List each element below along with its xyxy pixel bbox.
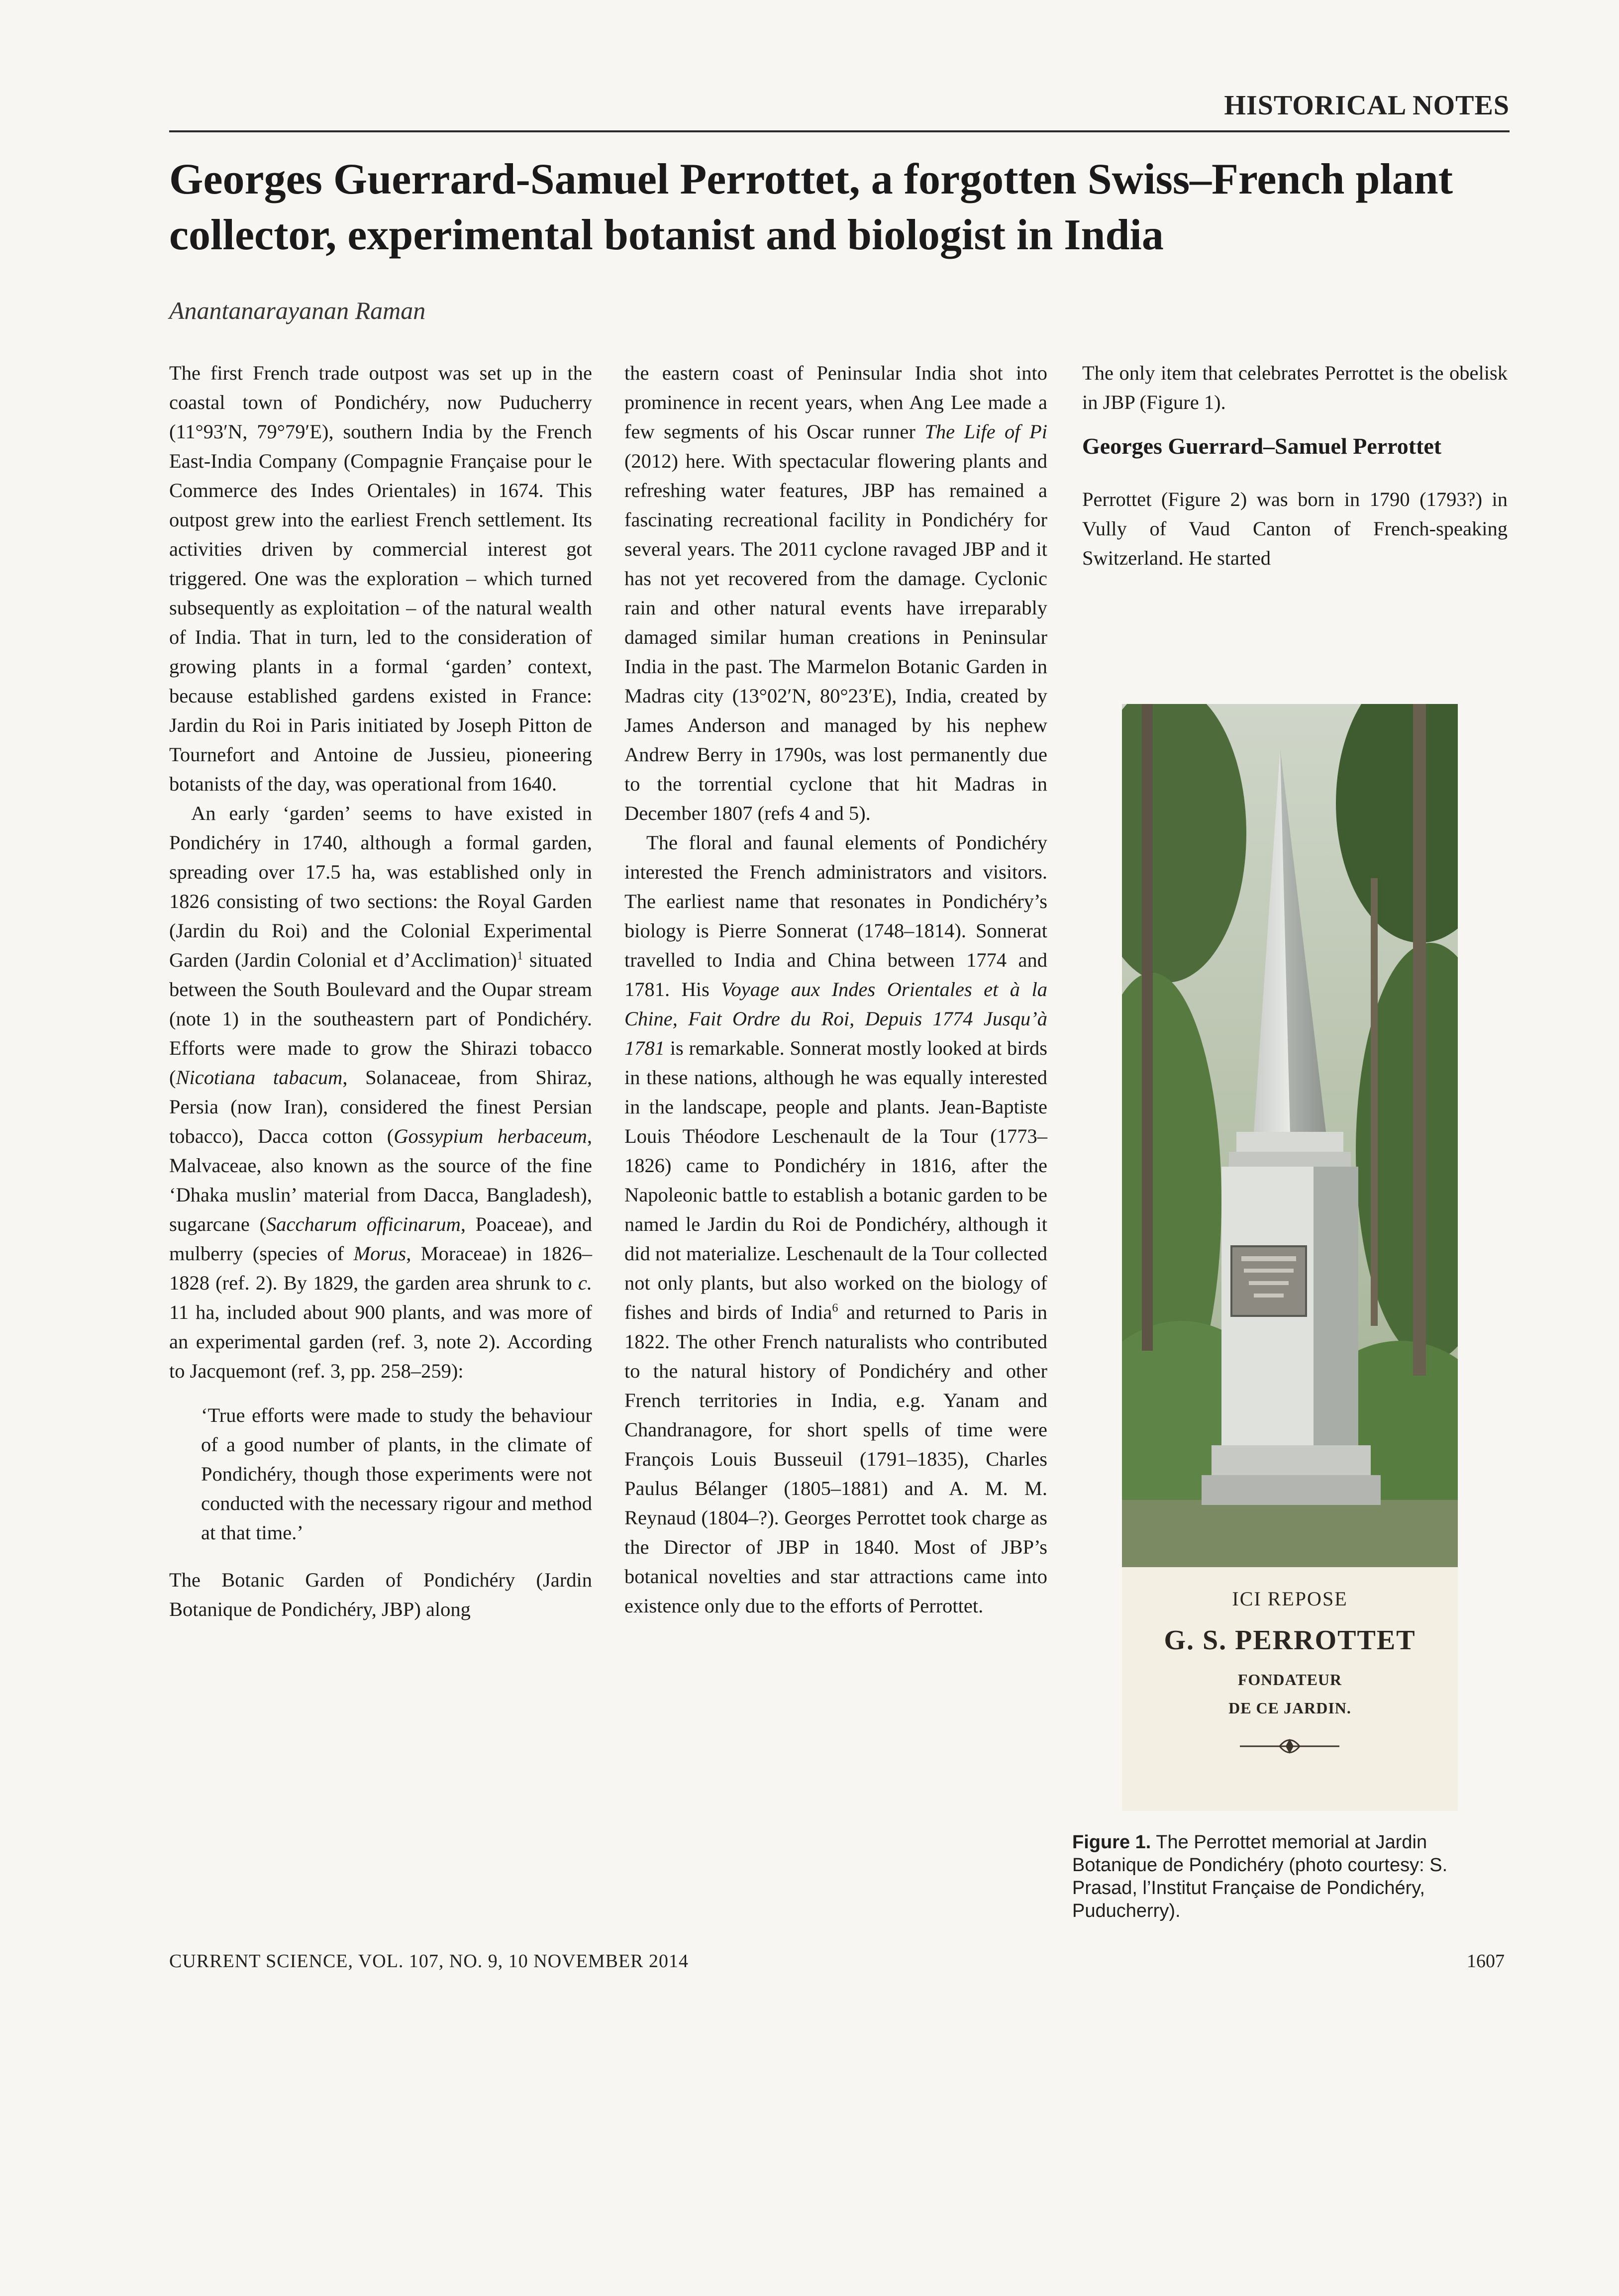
paragraph: The only item that celebrates Perrottet is the obelisk in JBP (Figure 1).	[1082, 362, 1508, 413]
inscription-line: G. S. PERROTTET	[1164, 1625, 1416, 1656]
paragraph: The first French trade outpost was set up in the coastal town of Pondichéry, now Puducherry (11°93′N, 79°79′E), southern India by the French East-India Company (Compagnie Française pour le Commerce des Indes Orientales) in 1674. This outpost grew into the earliest French settlement. Its activities driven by commercial interest got triggered. One was the exploration – which turned subsequently as exploitation – of the natural wealth of India. That in turn, led to the consideration of growing plants in a formal ‘garden’ context, because established gardens existed in France: Jardin du Roi in Paris initiated by Joseph Pitton de Tournefort and Antoine de Jussieu, pioneering botanists of the day, was operational from 1640.	[169, 362, 592, 795]
header-rule	[169, 130, 1510, 132]
ornament-icon	[1240, 1731, 1339, 1761]
paragraph: The floral and faunal elements of Pondichéry interested the French administrators and visitors. The earliest name that resonates in Pondichéry’s biology is Pierre Sonnerat (1748–1814). Sonnerat travelled to India and China between 1774 and 1781. His Voyage aux Indes Orientales et à la Chine, Fait Ordre du Roi, Depuis 1774 Jusqu’à 1781 is remarkable. Sonnerat mostly looked at birds in these nations, although he was equally interested in the landscape, people and plants. Jean-Baptiste Louis Théodore Leschenault de la Tour (1773–1826) came to Pondichéry in 1816, after the Napoleonic battle to establish a botanic garden to be named le Jardin du Roi de Pondichéry, although it did not materialize. Leschenault de la Tour collected not only plants, but also worked on the biology of fishes and birds of India$^6$ and returned to Paris in 1822. The other French naturalists who contributed to the natural history of Pondichéry and other French territories in India, e.g. Yanam and Chandranagore, for short spells of time were François Louis Busseuil (1791–1835), Charles Paulus Bélanger (1805–1881) and A. M. M. Reynaud (1804–?). Georges Perrottet took charge as the Director of JBP in 1840. Most of JBP’s botanical novelties and star attractions came into existence only due to the efforts of Perrottet.	[624, 831, 1047, 1617]
inscription-line: ICI REPOSE	[1232, 1588, 1348, 1610]
article-title: Georges Guerrard-Samuel Perrottet, a forgotten Swiss–French plant collector, experimental botanist and biologist in India	[169, 155, 1453, 259]
inscription-line: DE CE JARDIN.	[1228, 1699, 1351, 1717]
column-1	[169, 358, 592, 1624]
paragraph: the eastern coast of Peninsular India shot into prominence in recent years, when Ang Lee made a few segments of his Oscar runner The Life of Pi (2012) here. With spectacular flowering plants and refreshing water features, JBP has remained a fascinating recreational facility in Pondichéry for several years. The 2011 cyclone ravaged JBP and it has not yet recovered from the damage. Cyclonic rain and other natural events have irreparably damaged similar human creations in Peninsular India in the past. The Marmelon Botanic Garden in Madras city (13°02′N, 80°23′E), India, created by James Anderson and managed by his nephew Andrew Berry in 1790s, was lost permanently due to the torrential cyclone that hit Madras in December 1807 (refs 4 and 5).	[624, 362, 1047, 824]
caption-label: Figure 1.	[1072, 1832, 1151, 1853]
figure-1	[1122, 704, 1458, 1811]
journal-citation: CURRENT SCIENCE, VOL. 107, NO. 9, 10 NOVEMBER 2014	[169, 1951, 689, 1972]
section-heading: Georges Guerrard–Samuel Perrottet	[1082, 433, 1442, 459]
figure-caption	[1072, 1831, 1505, 1922]
memorial-inscription	[1122, 1567, 1458, 1811]
paragraph: Perrottet (Figure 2) was born in 1790 (1793?) in Vully of Vaud Canton of French-speaking Switzerland. He started	[1082, 488, 1508, 569]
paragraph: An early ‘garden’ seems to have existed in Pondichéry in 1740, although a formal garden, spreading over 17.5 ha, was established only in 1826 consisting of two sections: the Royal Garden (Jardin du Roi) and the Colonial Experimental Garden (Jardin Colonial et d’Acclimation)$^1$ situated between the South Boulevard and the Oupar stream (note 1) in the southeastern part of Pondichéry. Efforts were made to grow the Shirazi tobacco (Nicotiana tabacum, Solanaceae, from Shiraz, Persia (now Iran), considered the finest Persian tobacco), Dacca cotton (Gossypium herbaceum, Malvaceae, also known as the source of the fine ‘Dhaka muslin’ material from Dacca, Bangladesh), sugarcane (Saccharum officinarum, Poaceae), and mulberry (species of Morus, Moraceae) in 1826–1828 (ref. 2). By 1829, the garden area shrunk to c. 11 ha, included about 900 plants, and was more of an experimental garden (ref. 3, note 2). According to Jacquemont (ref. 3, pp. 258–259):	[169, 802, 592, 1382]
column-2	[624, 358, 1047, 1620]
caption-text: The Perrottet memorial at Jardin Botanique de Pondichéry (photo courtesy: S. Prasad, l’Institut Française de Pondichéry, Puducherry).	[1072, 1832, 1448, 1921]
column-3	[1082, 358, 1508, 573]
article-author: Anantanarayanan Raman	[169, 297, 426, 324]
obelisk-photo	[1122, 704, 1458, 1567]
paragraph: The Botanic Garden of Pondichéry (Jardin Botanique de Pondichéry, JBP) along	[169, 1569, 592, 1620]
section-label: HISTORICAL NOTES	[1224, 90, 1510, 121]
block-quote	[201, 1400, 592, 1547]
obelisk-image	[1122, 704, 1458, 1567]
inscription-line: FONDATEUR	[1237, 1671, 1342, 1689]
page-number: 1607	[1467, 1951, 1505, 1972]
quote-text: ‘True efforts were made to study the behaviour of a good number of plants, in the climate of Pondichéry, though those experiments were not conducted with the necessary rigour and method at that time.’	[201, 1404, 592, 1544]
